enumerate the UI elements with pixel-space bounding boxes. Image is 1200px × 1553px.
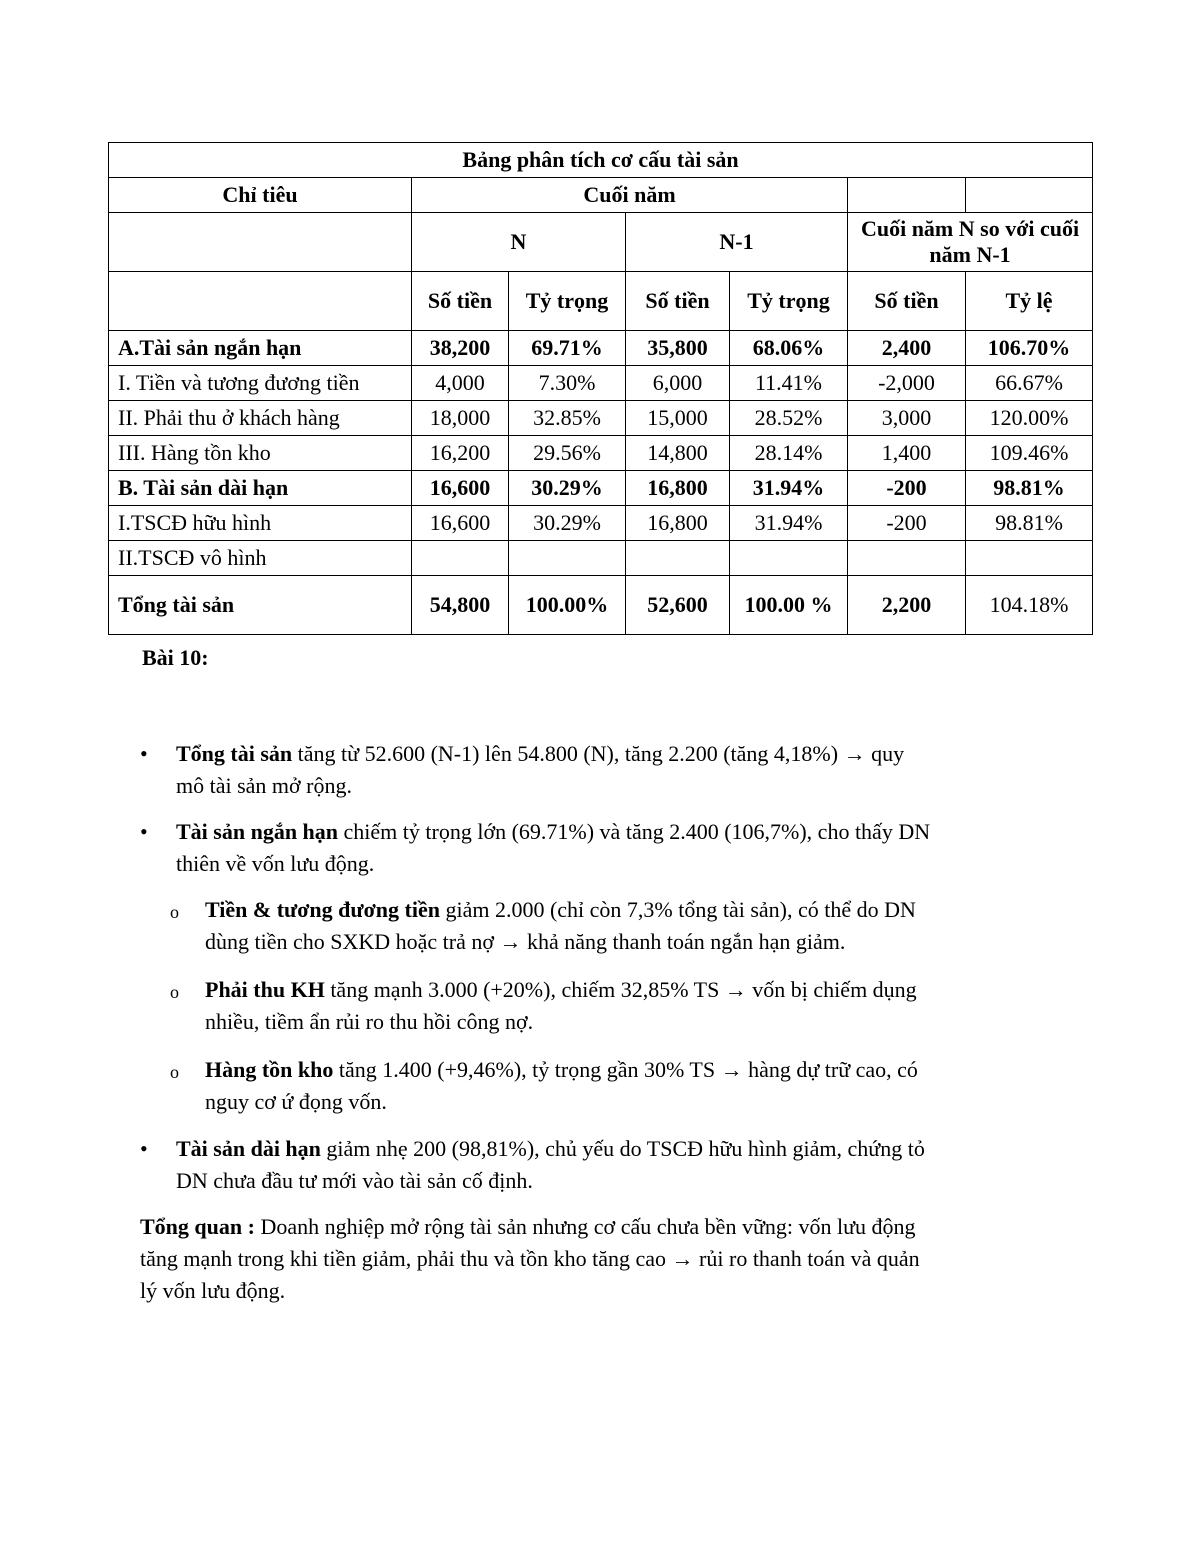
row-label: A.Tài sản ngắn hạn xyxy=(109,331,412,366)
cell-diff: 1,400 xyxy=(848,436,966,471)
analysis-cash xyxy=(205,894,1055,958)
row-label: I. Tiền và tương đương tiền xyxy=(109,366,412,401)
cell-ratio: 109.46% xyxy=(966,436,1093,471)
analysis-text: tăng mạnh trong khi tiền giảm, phải thu và tồn kho tăng cao → rủi ro thanh toán và quản xyxy=(140,1246,920,1271)
cell-ratio: 98.81% xyxy=(966,471,1093,506)
cell-n1-weight: 68.06% xyxy=(730,331,848,366)
subheader-amount: Số tiền xyxy=(848,272,966,331)
cell-n-weight: 29.56% xyxy=(509,436,626,471)
cell-n-weight: 32.85% xyxy=(509,401,626,436)
analysis-term: Tài sản ngắn hạn xyxy=(176,819,339,844)
cell-n1-amount: 16,800 xyxy=(626,471,730,506)
asset-structure-table xyxy=(108,142,1093,635)
total-n1-weight: 100.00 % xyxy=(730,576,848,635)
total-label: Tổng tài sản xyxy=(109,576,412,635)
cell-n1-weight: 11.41% xyxy=(730,366,848,401)
header-indicator: Chỉ tiêu xyxy=(109,178,412,213)
cell-n-amount: 16,200 xyxy=(412,436,509,471)
cell-ratio xyxy=(966,541,1093,576)
table-row xyxy=(109,541,1093,576)
header-empty-cell xyxy=(109,213,412,272)
analysis-text: tăng 1.400 (+9,46%), tỷ trọng gần 30% TS → hàng dự trữ cao, có xyxy=(333,1057,918,1082)
subheader-weight: Tỷ trọng xyxy=(509,272,626,331)
bullet-dot: • xyxy=(140,741,148,766)
table-row xyxy=(109,401,1093,436)
cell-n1-weight: 31.94% xyxy=(730,506,848,541)
cell-n1-weight: 28.14% xyxy=(730,436,848,471)
row-label: II.TSCĐ vô hình xyxy=(109,541,412,576)
analysis-term: Tổng tài sản xyxy=(176,741,293,766)
analysis-text: DN chưa đầu tư mới vào tài sản cố định. xyxy=(176,1168,533,1193)
analysis-term: Tiền & tương đương tiền xyxy=(205,897,440,922)
bullet-dot: • xyxy=(140,819,148,844)
analysis-term: Tổng quan : xyxy=(140,1214,255,1239)
cell-n-amount: 16,600 xyxy=(412,506,509,541)
cell-ratio: 106.70% xyxy=(966,331,1093,366)
cell-n-weight: 30.29% xyxy=(509,471,626,506)
bullet-circle: o xyxy=(170,902,179,922)
cell-diff: 3,000 xyxy=(848,401,966,436)
table-row xyxy=(109,506,1093,541)
cell-n-weight xyxy=(509,541,626,576)
analysis-text: mô tài sản mở rộng. xyxy=(176,773,352,798)
analysis-text: thiên về vốn lưu động. xyxy=(176,851,375,876)
analysis-summary xyxy=(140,1211,1060,1307)
cell-diff: -200 xyxy=(848,471,966,506)
cell-n1-weight xyxy=(730,541,848,576)
table-total-row xyxy=(109,576,1093,635)
analysis-total-assets xyxy=(176,738,1056,802)
exercise-heading: Bài 10: xyxy=(142,645,209,670)
analysis-text: dùng tiền cho SXKD hoặc trả nợ → khả năng thanh toán ngắn hạn giảm. xyxy=(205,929,846,954)
total-n1-amount: 52,600 xyxy=(626,576,730,635)
cell-ratio: 66.67% xyxy=(966,366,1093,401)
cell-n1-amount: 35,800 xyxy=(626,331,730,366)
header-year-n: N xyxy=(412,213,626,272)
analysis-text: giảm 2.000 (chỉ còn 7,3% tổng tài sản), có thể do DN xyxy=(439,897,916,922)
bullet-circle: o xyxy=(170,982,179,1002)
cell-n-amount: 38,200 xyxy=(412,331,509,366)
table-title: Bảng phân tích cơ cấu tài sản xyxy=(109,143,1093,178)
subheader-ratio: Tỷ lệ xyxy=(966,272,1093,331)
cell-ratio: 98.81% xyxy=(966,506,1093,541)
total-ratio: 104.18% xyxy=(966,576,1093,635)
cell-n-amount xyxy=(412,541,509,576)
analysis-text: tăng từ 52.600 (N-1) lên 54.800 (N), tăng 2.200 (tăng 4,18%) → quy xyxy=(292,741,905,766)
subheader-amount: Số tiền xyxy=(626,272,730,331)
header-year-end: Cuối năm xyxy=(412,178,848,213)
analysis-text: nhiều, tiềm ẩn rủi ro thu hồi công nợ. xyxy=(205,1009,534,1034)
table-row xyxy=(109,436,1093,471)
header-empty-cell xyxy=(848,178,966,213)
cell-n-amount: 4,000 xyxy=(412,366,509,401)
cell-n1-amount xyxy=(626,541,730,576)
cell-ratio: 120.00% xyxy=(966,401,1093,436)
analysis-inventory xyxy=(205,1054,1055,1118)
cell-diff: 2,400 xyxy=(848,331,966,366)
cell-n-weight: 7.30% xyxy=(509,366,626,401)
row-label: I.TSCĐ hữu hình xyxy=(109,506,412,541)
subheader-weight: Tỷ trọng xyxy=(730,272,848,331)
row-label: B. Tài sản dài hạn xyxy=(109,471,412,506)
cell-n1-weight: 31.94% xyxy=(730,471,848,506)
table-row xyxy=(109,331,1093,366)
cell-n1-amount: 16,800 xyxy=(626,506,730,541)
analysis-text: Doanh nghiệp mở rộng tài sản nhưng cơ cấu chưa bền vững: vốn lưu động xyxy=(254,1214,916,1239)
cell-diff: -200 xyxy=(848,506,966,541)
row-label: II. Phải thu ở khách hàng xyxy=(109,401,412,436)
cell-diff: -2,000 xyxy=(848,366,966,401)
total-n-weight: 100.00% xyxy=(509,576,626,635)
analysis-receivables xyxy=(205,974,1055,1038)
analysis-term: Hàng tồn kho xyxy=(205,1057,334,1082)
header-empty-cell xyxy=(109,272,412,331)
total-n-amount: 54,800 xyxy=(412,576,509,635)
cell-n-weight: 69.71% xyxy=(509,331,626,366)
cell-n-amount: 18,000 xyxy=(412,401,509,436)
cell-n1-amount: 15,000 xyxy=(626,401,730,436)
analysis-term: Phải thu KH xyxy=(205,977,325,1002)
header-empty-cell xyxy=(966,178,1093,213)
analysis-short-term xyxy=(176,816,1056,880)
subheader-amount: Số tiền xyxy=(412,272,509,331)
table-row xyxy=(109,471,1093,506)
table-row xyxy=(109,366,1093,401)
cell-n1-amount: 14,800 xyxy=(626,436,730,471)
row-label: III. Hàng tồn kho xyxy=(109,436,412,471)
total-diff: 2,200 xyxy=(848,576,966,635)
analysis-text: nguy cơ ứ đọng vốn. xyxy=(205,1089,387,1114)
header-comparison: Cuối năm N so với cuối năm N-1 xyxy=(848,213,1093,272)
cell-n1-amount: 6,000 xyxy=(626,366,730,401)
cell-n-weight: 30.29% xyxy=(509,506,626,541)
bullet-circle: o xyxy=(170,1062,179,1082)
analysis-text: chiếm tỷ trọng lớn (69.71%) và tăng 2.400 (106,7%), cho thấy DN xyxy=(338,819,931,844)
analysis-text: giảm nhẹ 200 (98,81%), chủ yếu do TSCĐ hữu hình giảm, chứng tỏ xyxy=(320,1136,925,1161)
analysis-term: Tài sản dài hạn xyxy=(176,1136,321,1161)
cell-n1-weight: 28.52% xyxy=(730,401,848,436)
bullet-dot: • xyxy=(140,1136,148,1161)
cell-diff xyxy=(848,541,966,576)
analysis-text: lý vốn lưu động. xyxy=(140,1278,286,1303)
header-year-n1: N-1 xyxy=(626,213,848,272)
analysis-text: tăng mạnh 3.000 (+20%), chiếm 32,85% TS → vốn bị chiếm dụng xyxy=(324,977,917,1002)
analysis-long-term xyxy=(176,1133,1056,1197)
cell-n-amount: 16,600 xyxy=(412,471,509,506)
